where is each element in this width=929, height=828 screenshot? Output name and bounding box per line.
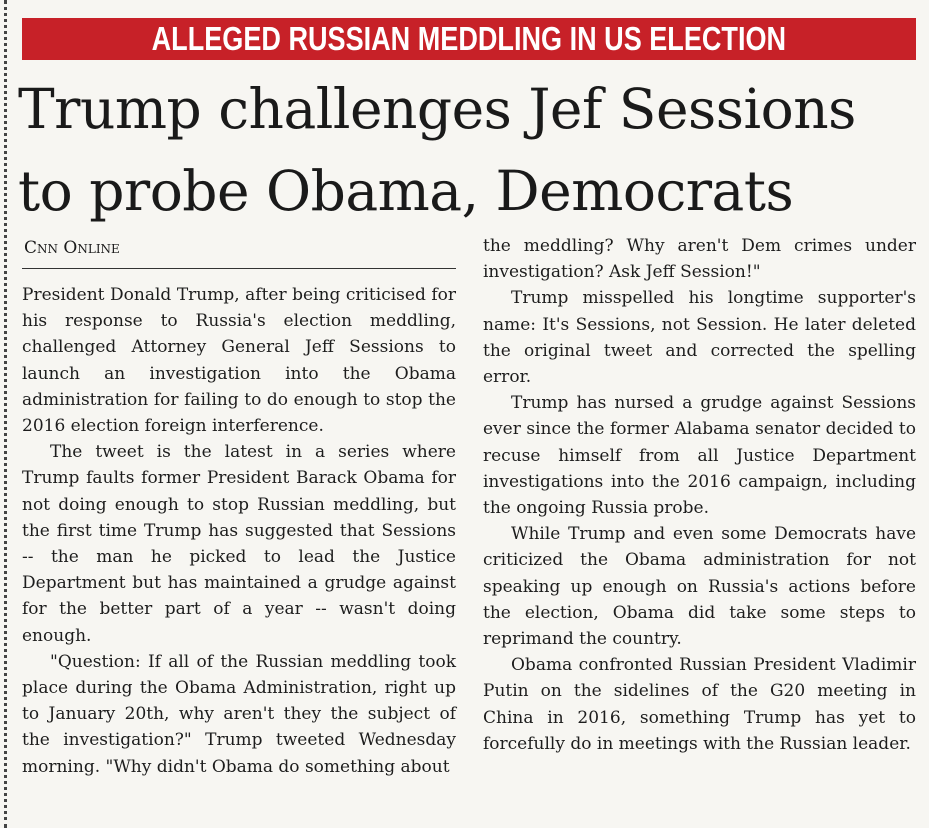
paragraph: Obama confronted Russian President Vladimir Putin on the sidelines of the G20 meeting in China in 2016, something Trump has yet to forcefully do in meetings with the Russian leader. bbox=[483, 655, 916, 754]
headline-line-2: to probe Obama, Democrats bbox=[18, 159, 794, 223]
paragraph: While Trump and even some Democrats have criticized the Obama administration for not speaking up enough on Russia's actions before the election, Obama did take some steps to reprimand the country. bbox=[483, 524, 916, 650]
article-column-right bbox=[483, 233, 916, 757]
headline bbox=[18, 68, 918, 232]
paragraph: the meddling? Why aren't Dem crimes under investigation? Ask Jeff Session!" bbox=[483, 236, 916, 283]
dotted-border bbox=[4, 0, 7, 828]
paragraph: Trump misspelled his longtime supporter's name: It's Sessions, not Session. He later deleted the original tweet and corrected the spelling error. bbox=[483, 288, 916, 388]
paragraph: President Donald Trump, after being criticised for his response to Russia's election meddling, challenged Attorney General Jeff Sessions to launch an investigation into the Obama administration for failing to do enough to stop the 2016 election foreign interference. bbox=[22, 285, 456, 437]
kicker-banner bbox=[22, 18, 916, 60]
paragraph: Trump has nursed a grudge against Sessions ever since the former Alabama senator decided to recuse himself from all Justice Department investigations into the 2016 campaign, including the ongoing Russia probe. bbox=[483, 393, 916, 519]
article-column-left bbox=[22, 282, 456, 780]
paragraph: The tweet is the latest in a series where Trump faults former President Barack Obama for not doing enough to stop Russian meddling, but the first time Trump has suggested that Sessions -- the man he picked to lead the Justice Department but has maintained a grudge against for the better part of a year -- wasn't doing enough. bbox=[22, 442, 456, 646]
kicker-text: ALLEGED RUSSIAN MEDDLING IN US ELECTION bbox=[151, 20, 787, 57]
byline: Cnn Online bbox=[24, 238, 120, 258]
byline-rule bbox=[22, 268, 456, 269]
headline-line-1: Trump challenges Jef Sessions bbox=[18, 77, 856, 141]
paragraph: "Question: If all of the Russian meddling took place during the Obama Administration, right up to January 20th, why aren't they the subject of the investigation?" Trump tweeted Wednesday morning. "Why didn't Obama do something about bbox=[22, 651, 456, 777]
